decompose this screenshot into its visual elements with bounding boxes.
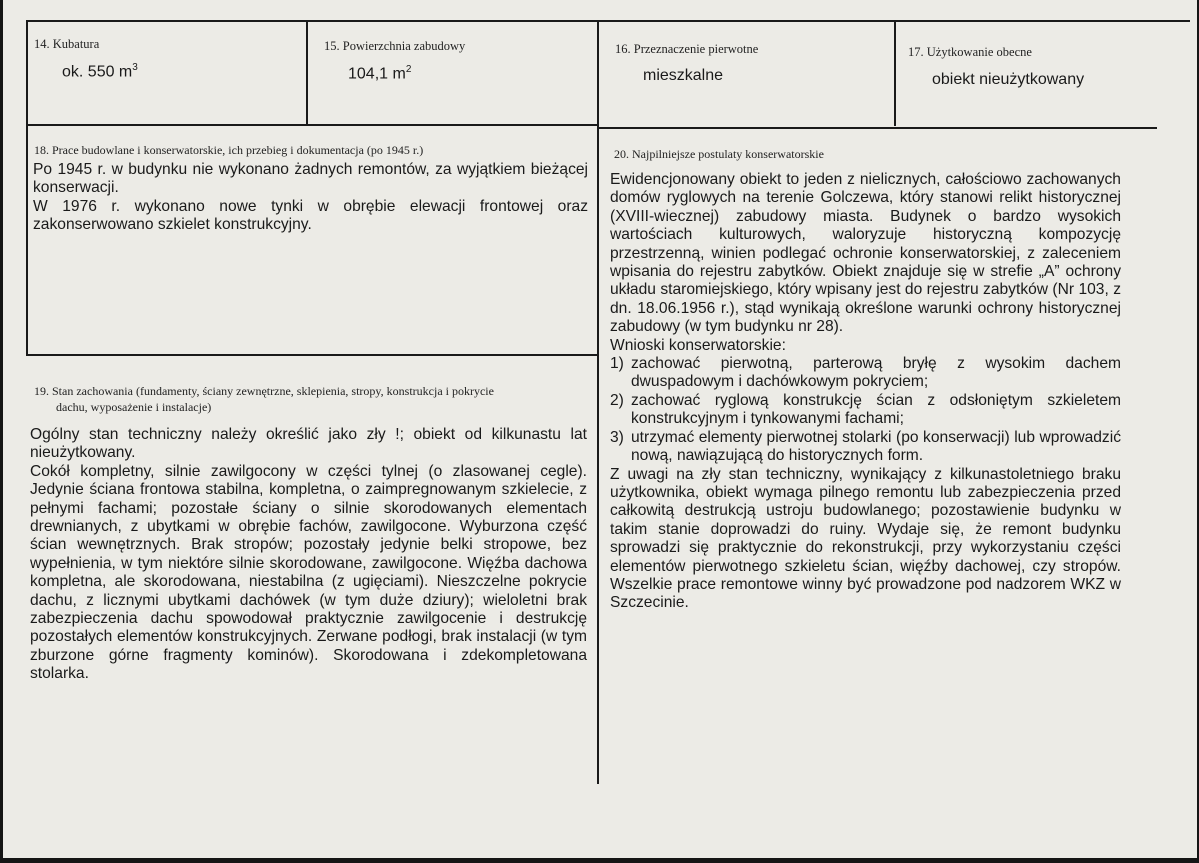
field-14-value: [62, 62, 138, 81]
field-20-intro: Ewidencjonowany obiekt to jeden z nielicznych, całościowo zachowanych domów ryglowych na terenie Golczewa, który stanowi relikt historycznej (XVIII-wiecznej) zabudowy miasta. Budynek o bardzo wysokich wartościach kulturowych, waloryzuje historyczną kompozycję przestrzenną, winien podlegać ochronie konserwatorskiej, z zaleceniem wpisania do rejestru zabytków. Obiekt znajduje się w strefie „A” ochrony układu staromiejskiego, który wpisany jest do rejestru zabytków (Nr 103, z dn. 18.06.1956 r.), stąd wynikają określone warunki ochrony historycznej zabudowy (w tym budynku nr 28).: [610, 171, 1121, 336]
cubature-value: ok. 550 m: [62, 63, 133, 81]
field-18-text: [33, 161, 588, 235]
field-15-value: [348, 64, 411, 83]
field-16-value: mieszkalne: [643, 67, 724, 84]
conclusion-item: [610, 392, 1121, 429]
field-20-text: [610, 171, 1121, 613]
conclusion-item: [610, 355, 1121, 392]
row-divider-top-right: [597, 127, 1157, 129]
field-20-label: 20. Najpilniejsze postulaty konserwatorskie: [614, 147, 824, 161]
conclusion-text: zachować ryglową konstrukcję ścian z odsłoniętym szkieletem konstrukcyjnym i tynkowanymi fachami;: [631, 391, 1121, 428]
field-18-label: 18. Prace budowlane i konserwatorskie, ich przebieg i dokumentacja (po 1945 r.): [34, 143, 424, 157]
field-15-label: 15. Powierzchnia zabudowy: [324, 39, 466, 53]
field-17-label: 17. Użytkowanie obecne: [908, 45, 1032, 59]
left-border: [26, 20, 28, 356]
conclusion-number: 2): [610, 391, 624, 409]
field-17-value: obiekt nieużytkowany: [932, 71, 1085, 88]
field-19-label-line: 19. Stan zachowania (fundamenty, ściany zewnętrzne, sklepienia, stropy, konstrukcja i pokrycie: [34, 384, 494, 398]
divider-14-15: [306, 20, 308, 126]
field-16-label: 16. Przeznaczenie pierwotne: [615, 42, 759, 56]
conclusion-item: [610, 429, 1121, 466]
field-19-paragraph: Cokół kompletny, silnie zawilgocony w części tylnej (o zlasowanej cegle). Jedynie ściana frontowa stabilna, kompletna, o zaimpregnowanym szkielecie, z pełnymi fachami; pozostałe ściany o silnie skorodowanych elementach drewnianych, z ubytkami w obrębie fachów, zawilgocone. Wyburzona część ścian wewnętrznych. Brak stropów; pozostały jedynie belki stropowe, bez wypełnienia, w tym niektóre silnie skorodowane, zawilgocone. Więźba dachowa kompletna, ale skorodowana, niestabilna (z ugięciami). Nieszczelne pokrycie dachu, z licznymi ubytkami dachówek (w tym duże dziury); wieloletni brak zabezpieczenia dachu spowodował praktycznie zawilgocenie i destrukcję pozostałych elementów konstrukcyjnych. Zerwane podłogi, brak instalacji (w tym zburzone górne fragmenty kominów). Skorodowana i zdekompletowana stolarka.: [30, 462, 587, 683]
divider-16-17: [894, 20, 896, 126]
area-unit-exponent: 2: [405, 64, 412, 75]
field-19-paragraph: Ogólny stan techniczny należy określić jako zły !; obiekt od kilkunastu lat nieużytkowany.: [30, 426, 587, 462]
field-19-text: [30, 426, 587, 684]
field-20-conclusions-title: Wnioski konserwatorskie:: [610, 336, 786, 354]
conclusion-number: 3): [610, 428, 624, 446]
conclusion-number: 1): [610, 355, 624, 373]
field-20-closing: Z uwagi na zły stan techniczny, wynikający z kilkunastoletniego braku użytkownika, obiekt wymaga pilnego remontu lub zabezpieczenia przed całkowitą destrukcją ustroju budowlanego; pozostawienie budynku w takim stanie doprowadzi do ruiny. Wydaje się, że remont budynku sprowadzi się praktycznie do rekonstrukcji, przy wykorzystaniu części elementów pierwotnego szkieletu ścian, więźby dachowej, czy stropów. Wszelkie prace remontowe winny być prowadzone pod nadzorem WKZ w Szczecinie.: [610, 465, 1121, 612]
row-divider-18-19: [26, 354, 598, 356]
divider-15-16: [597, 20, 599, 784]
conclusion-text: zachować pierwotną, parterową bryłę z wysokim dachem dwuspadowym i dachówkowym pokryciem;: [631, 355, 1121, 391]
field-19-label-line: dachu, wyposażenie i instalacje): [56, 400, 212, 414]
conclusion-text: utrzymać elementy pierwotnej stolarki (po konserwacji) lub wprowadzić nową, nawiązującą do historycznych form.: [631, 428, 1121, 465]
field-19-label: [34, 383, 494, 415]
area-value: 104,1 m: [348, 65, 406, 83]
field-18-paragraph: W 1976 r. wykonano nowe tynki w obrębie elewacji frontowej oraz zakonserwowano szkielet konstrukcyjny.: [33, 197, 588, 234]
top-border: [26, 20, 1190, 22]
cubature-unit-exponent: 3: [132, 62, 138, 73]
field-14-label: 14. Kubatura: [34, 37, 100, 51]
row-divider-top-left: [26, 124, 598, 126]
field-18-paragraph: Po 1945 r. w budynku nie wykonano żadnych remontów, za wyjątkiem bieżącej konserwacji.: [33, 161, 588, 197]
